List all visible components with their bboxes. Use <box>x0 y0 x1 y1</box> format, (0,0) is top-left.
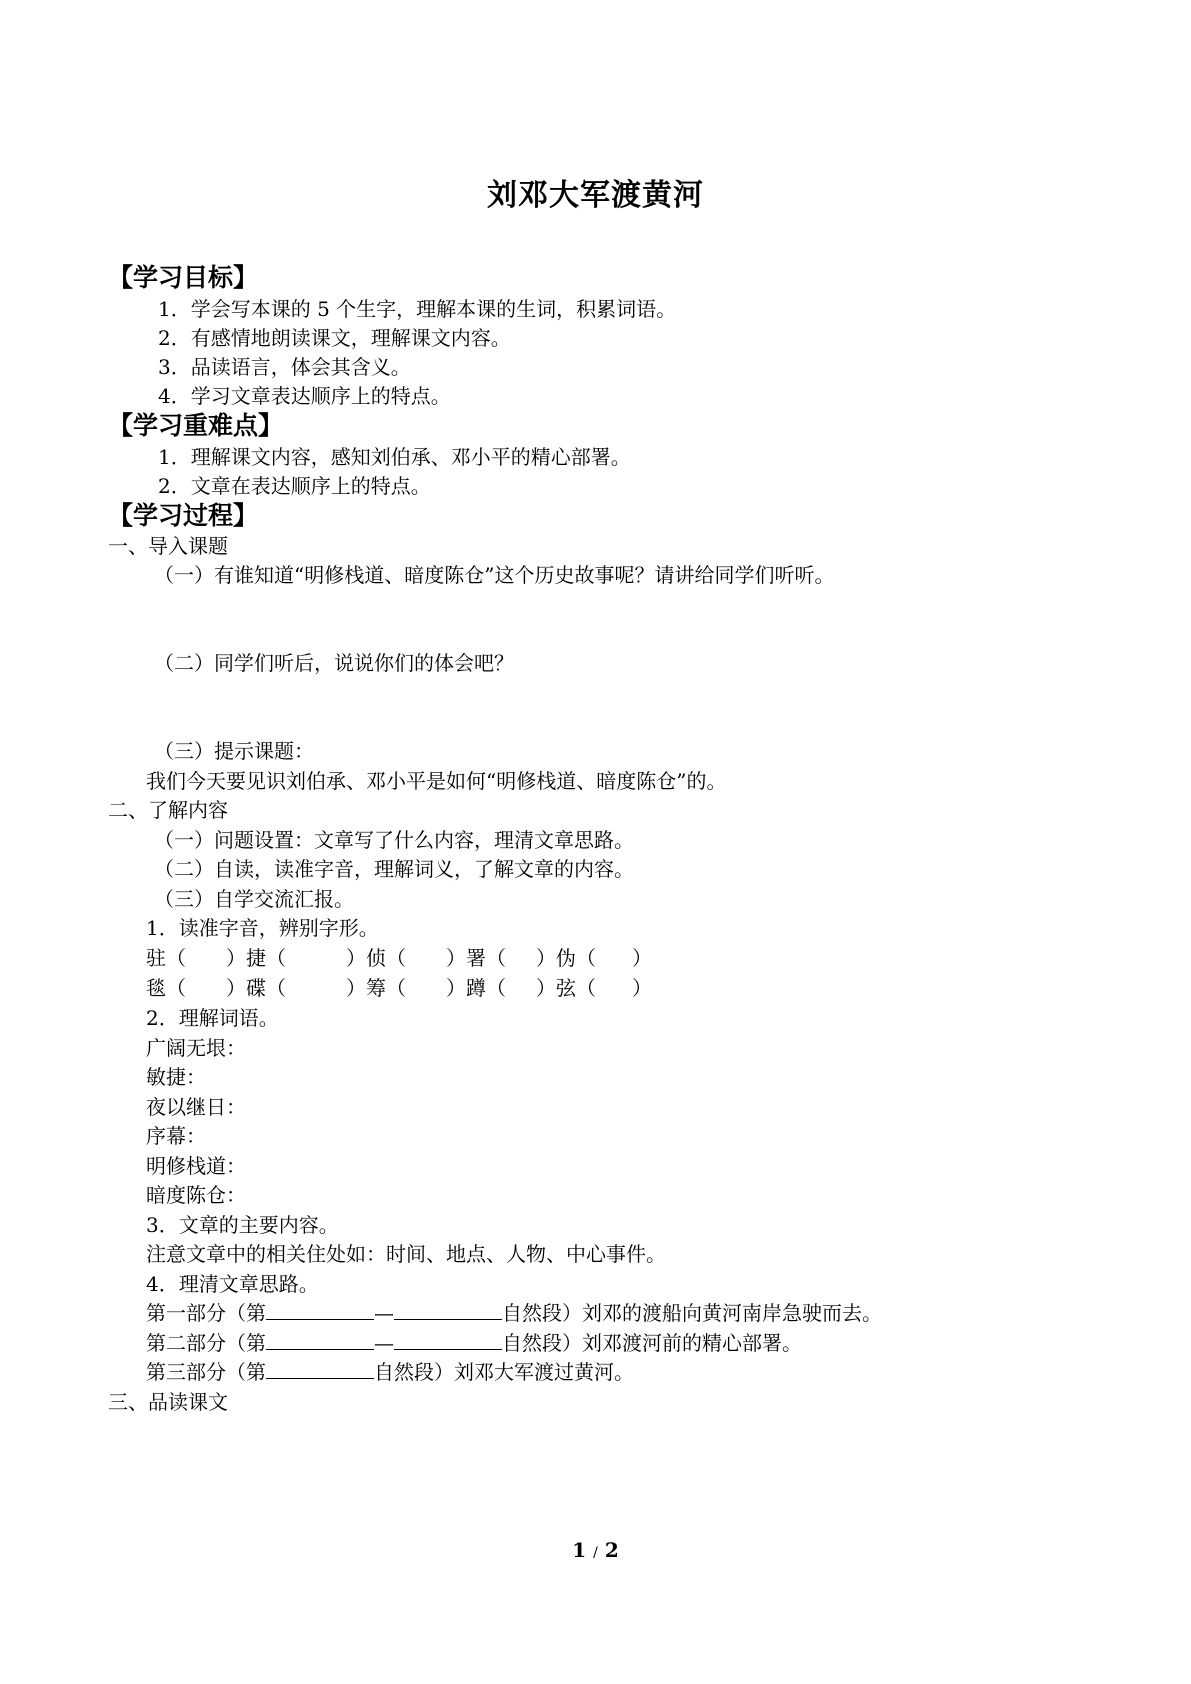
char-item: 碟 <box>246 976 266 1000</box>
part2-heading: 二、了解内容 <box>108 798 228 822</box>
fill-blank[interactable] <box>266 1358 374 1379</box>
part1-question-2: （二）同学们听后，说说你们的体会吧？ <box>154 651 514 675</box>
char-item: 侦 <box>366 946 386 970</box>
goal-item: 1．学会写本课的 5 个生字，理解本课的生词，积累词语。 <box>158 297 677 321</box>
char-row-2: 毯（ ）碟（ ）筹（ ）蹲（ ）弦（ ） <box>146 976 652 1000</box>
step-1-heading: 1．读准字音，辨别字形。 <box>146 916 379 940</box>
word-item: 序幕： <box>146 1124 206 1148</box>
char-item: 驻 <box>146 946 166 970</box>
word-item: 夜以继日： <box>146 1095 246 1119</box>
word-item: 明修栈道： <box>146 1154 246 1178</box>
char-row-1: 驻（ ）捷（ ）侦（ ）署（ ）伪（ ） <box>146 946 652 970</box>
char-item: 伪 <box>556 946 576 970</box>
key-points-heading: 【学习重难点】 <box>108 411 284 440</box>
page-title: 刘邓大军渡黄河 <box>487 178 704 213</box>
char-item: 署 <box>466 946 486 970</box>
part2-question-3: （三）自学交流汇报。 <box>154 887 354 911</box>
word-item: 暗度陈仓： <box>146 1183 246 1207</box>
key-point-item: 2．文章在表达顺序上的特点。 <box>158 474 431 498</box>
page-separator: / <box>593 1545 598 1561</box>
fill-blank[interactable] <box>266 1299 374 1320</box>
word-item: 敏捷： <box>146 1065 206 1089</box>
part3-heading: 三、品读课文 <box>108 1390 228 1414</box>
char-item: 筹 <box>366 976 386 1000</box>
part1-heading: 一、导入课题 <box>108 534 228 558</box>
char-item: 蹲 <box>466 976 486 1000</box>
char-item: 捷 <box>246 946 266 970</box>
goal-item: 4．学习文章表达顺序上的特点。 <box>158 384 451 408</box>
char-item: 毯 <box>146 976 166 1000</box>
structure-part-3: 第三部分（第 自然段）刘邓大军渡过黄河。 <box>146 1360 634 1384</box>
structure-part-1: 第一部分（第 — 自然段）刘邓的渡船向黄河南岸急驶而去。 <box>146 1301 882 1325</box>
structure-part-2: 第二部分（第 — 自然段）刘邓渡河前的精心部署。 <box>146 1331 802 1355</box>
total-pages: 2 <box>604 1538 619 1562</box>
part1-question-3: （三）提示课题： <box>154 739 314 763</box>
step-3-heading: 3．文章的主要内容。 <box>146 1213 339 1237</box>
step-4-heading: 4．理清文章思路。 <box>146 1272 319 1296</box>
key-point-item: 1．理解课文内容，感知刘伯承、邓小平的精心部署。 <box>158 445 631 469</box>
page-number <box>0 1538 1191 1562</box>
goal-item: 2．有感情地朗读课文，理解课文内容。 <box>158 326 511 350</box>
fill-blank[interactable] <box>394 1329 502 1350</box>
step-2-heading: 2．理解词语。 <box>146 1006 279 1030</box>
part2-question-1: （一）问题设置：文章写了什么内容，理清文章思路。 <box>154 828 634 852</box>
part1-question-3-text: 我们今天要见识刘伯承、邓小平是如何“明修栈道、暗度陈仓”的。 <box>146 769 727 793</box>
fill-blank[interactable] <box>394 1299 502 1320</box>
char-item: 弦 <box>556 976 576 1000</box>
process-heading: 【学习过程】 <box>108 501 259 530</box>
fill-blank[interactable] <box>266 1329 374 1350</box>
goal-item: 3．品读语言，体会其含义。 <box>158 355 411 379</box>
current-page: 1 <box>572 1538 587 1562</box>
goals-heading: 【学习目标】 <box>108 263 259 292</box>
part2-question-2: （二）自读，读准字音，理解词义，了解文章的内容。 <box>154 857 634 881</box>
part1-question-1: （一）有谁知道“明修栈道、暗度陈仓”这个历史故事呢？请讲给同学们听听。 <box>154 563 835 587</box>
step-3-text: 注意文章中的相关住处如：时间、地点、人物、中心事件。 <box>146 1242 666 1266</box>
word-item: 广阔无垠： <box>146 1036 246 1060</box>
